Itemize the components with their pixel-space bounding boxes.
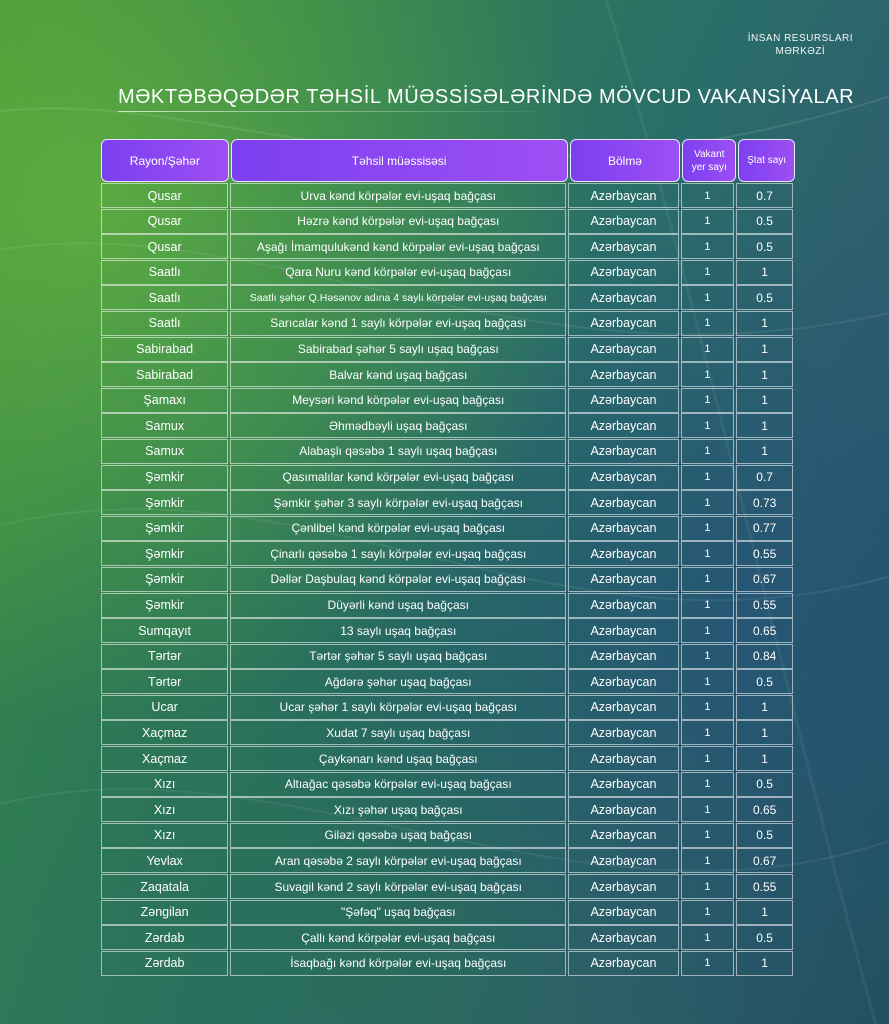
cell-vacant: 1 — [681, 311, 735, 336]
cell-institution: Ağdərə şəhər uşaq bağçası — [230, 669, 566, 694]
cell-section: Azərbaycan — [568, 797, 678, 822]
cell-staff: 1 — [736, 362, 793, 387]
page-title: MƏKTƏBƏQƏDƏR TƏHSİL MÜƏSSİSƏLƏRİNDƏ MÖVCUD VAKANSİYALAR — [118, 86, 855, 108]
cell-region: Saatlı — [101, 285, 228, 310]
cell-institution: "Şəfəq" uşaq bağçası — [230, 900, 566, 925]
cell-vacant: 1 — [681, 848, 735, 873]
cell-region: Şamaxı — [101, 388, 228, 413]
cell-region: Zəngilan — [101, 900, 228, 925]
cell-vacant: 1 — [681, 516, 735, 541]
cell-vacant: 1 — [681, 439, 735, 464]
cell-vacant: 1 — [681, 925, 735, 950]
table-row — [101, 848, 795, 874]
vacancy-table — [101, 139, 795, 976]
cell-region: Ucar — [101, 695, 228, 720]
table-row — [101, 234, 795, 260]
cell-section: Azərbaycan — [568, 720, 678, 745]
cell-staff: 1 — [736, 260, 793, 285]
cell-institution: Saatlı şəhər Q.Həsənov adına 4 saylı körpələr evi-uşaq bağçası — [230, 285, 566, 310]
cell-vacant: 1 — [681, 362, 735, 387]
header-staff: Ştat sayı — [738, 139, 795, 182]
cell-region: Şəmkir — [101, 465, 228, 490]
cell-institution: Əhmədbəyli uşaq bağçası — [230, 413, 566, 438]
cell-region: Qusar — [101, 234, 228, 259]
cell-section: Azərbaycan — [568, 951, 678, 976]
table-row — [101, 285, 795, 311]
cell-institution: Sabirabad şəhər 5 saylı uşaq bağçası — [230, 337, 566, 362]
table-row — [101, 311, 795, 337]
cell-staff: 1 — [736, 388, 793, 413]
cell-section: Azərbaycan — [568, 285, 678, 310]
cell-section: Azərbaycan — [568, 695, 678, 720]
cell-section: Azərbaycan — [568, 644, 678, 669]
cell-staff: 0.84 — [736, 644, 793, 669]
cell-staff: 0.5 — [736, 669, 793, 694]
table-row — [101, 644, 795, 670]
table-row — [101, 593, 795, 619]
cell-section: Azərbaycan — [568, 772, 678, 797]
cell-institution: Dəllər Daşbulaq kənd körpələr evi-uşaq bağçası — [230, 567, 566, 592]
cell-vacant: 1 — [681, 465, 735, 490]
cell-vacant: 1 — [681, 669, 735, 694]
cell-region: Xızı — [101, 772, 228, 797]
cell-section: Azərbaycan — [568, 900, 678, 925]
cell-region: Şəmkir — [101, 541, 228, 566]
cell-vacant: 1 — [681, 951, 735, 976]
cell-region: Yevlax — [101, 848, 228, 873]
cell-vacant: 1 — [681, 234, 735, 259]
cell-staff: 0.55 — [736, 541, 793, 566]
cell-institution: Həzrə kənd körpələr evi-uşaq bağçası — [230, 209, 566, 234]
cell-region: Saatlı — [101, 311, 228, 336]
cell-vacant: 1 — [681, 490, 735, 515]
table-header-row — [101, 139, 795, 182]
cell-institution: Urva kənd körpələr evi-uşaq bağçası — [230, 183, 566, 208]
table-row — [101, 567, 795, 593]
table-row — [101, 746, 795, 772]
cell-vacant: 1 — [681, 874, 735, 899]
cell-vacant: 1 — [681, 413, 735, 438]
header-vacant-line-2: yer sayı — [691, 161, 727, 173]
cell-staff: 0.5 — [736, 285, 793, 310]
cell-vacant: 1 — [681, 260, 735, 285]
cell-section: Azərbaycan — [568, 593, 678, 618]
cell-vacant: 1 — [681, 900, 735, 925]
cell-section: Azərbaycan — [568, 337, 678, 362]
cell-vacant: 1 — [681, 823, 735, 848]
table-body — [101, 183, 795, 976]
cell-staff: 0.65 — [736, 797, 793, 822]
cell-staff: 0.67 — [736, 567, 793, 592]
cell-section: Azərbaycan — [568, 311, 678, 336]
cell-staff: 0.5 — [736, 925, 793, 950]
cell-staff: 1 — [736, 439, 793, 464]
cell-region: Xızı — [101, 823, 228, 848]
cell-staff: 0.55 — [736, 874, 793, 899]
cell-institution: Çənlibel kənd körpələr evi-uşaq bağçası — [230, 516, 566, 541]
cell-institution: Şəmkir şəhər 3 saylı körpələr evi-uşaq bağçası — [230, 490, 566, 515]
cell-vacant: 1 — [681, 337, 735, 362]
cell-institution: Aran qəsəbə 2 saylı körpələr evi-uşaq bağçası — [230, 848, 566, 873]
cell-section: Azərbaycan — [568, 823, 678, 848]
cell-section: Azərbaycan — [568, 567, 678, 592]
table-row — [101, 720, 795, 746]
cell-staff: 0.65 — [736, 618, 793, 643]
cell-region: Qusar — [101, 183, 228, 208]
header-vacant-line-1: Vakant — [694, 148, 725, 160]
cell-institution: İsaqbağı kənd körpələr evi-uşaq bağçası — [230, 951, 566, 976]
table-row — [101, 490, 795, 516]
cell-section: Azərbaycan — [568, 669, 678, 694]
table-row — [101, 413, 795, 439]
cell-region: Tərtər — [101, 669, 228, 694]
cell-staff: 0.5 — [736, 823, 793, 848]
cell-vacant: 1 — [681, 746, 735, 771]
cell-staff: 1 — [736, 695, 793, 720]
brand-logo — [748, 32, 853, 58]
cell-institution: Altıağac qəsəbə körpələr evi-uşaq bağçası — [230, 772, 566, 797]
cell-section: Azərbaycan — [568, 209, 678, 234]
header-institution: Təhsil müəssisəsi — [231, 139, 568, 182]
cell-region: Zərdab — [101, 951, 228, 976]
brand-line-1: İNSAN RESURSLARI — [747, 33, 853, 44]
cell-institution: Tərtər şəhər 5 saylı uşaq bağçası — [230, 644, 566, 669]
cell-region: Şəmkir — [101, 516, 228, 541]
brand-line-2: MƏRKƏZİ — [775, 46, 826, 57]
cell-region: Sabirabad — [101, 337, 228, 362]
cell-vacant: 1 — [681, 720, 735, 745]
cell-region: Sumqayıt — [101, 618, 228, 643]
cell-vacant: 1 — [681, 541, 735, 566]
cell-vacant: 1 — [681, 593, 735, 618]
cell-staff: 0.73 — [736, 490, 793, 515]
table-row — [101, 618, 795, 644]
cell-region: Zaqatala — [101, 874, 228, 899]
cell-institution: Sarıcalar kənd 1 saylı körpələr evi-uşaq bağçası — [230, 311, 566, 336]
cell-region: Şəmkir — [101, 490, 228, 515]
cell-institution: Xızı şəhər uşaq bağçası — [230, 797, 566, 822]
cell-vacant: 1 — [681, 388, 735, 413]
cell-region: Şəmkir — [101, 593, 228, 618]
cell-staff: 0.7 — [736, 465, 793, 490]
table-row — [101, 951, 795, 977]
cell-staff: 1 — [736, 720, 793, 745]
cell-institution: Qara Nuru kənd körpələr evi-uşaq bağçası — [230, 260, 566, 285]
cell-section: Azərbaycan — [568, 183, 678, 208]
cell-vacant: 1 — [681, 209, 735, 234]
cell-staff: 1 — [736, 746, 793, 771]
cell-vacant: 1 — [681, 797, 735, 822]
cell-institution: Xudat 7 saylı uşaq bağçası — [230, 720, 566, 745]
cell-institution: Çaykənarı kənd uşaq bağçası — [230, 746, 566, 771]
cell-section: Azərbaycan — [568, 439, 678, 464]
cell-region: Şəmkir — [101, 567, 228, 592]
cell-vacant: 1 — [681, 772, 735, 797]
cell-institution: Qasımalılar kənd körpələr evi-uşaq bağçası — [230, 465, 566, 490]
cell-section: Azərbaycan — [568, 925, 678, 950]
cell-section: Azərbaycan — [568, 260, 678, 285]
table-row — [101, 669, 795, 695]
cell-section: Azərbaycan — [568, 874, 678, 899]
cell-section: Azərbaycan — [568, 516, 678, 541]
cell-staff: 0.7 — [736, 183, 793, 208]
cell-region: Samux — [101, 439, 228, 464]
cell-region: Saatlı — [101, 260, 228, 285]
cell-vacant: 1 — [681, 695, 735, 720]
table-row — [101, 925, 795, 951]
cell-region: Samux — [101, 413, 228, 438]
cell-institution: Düyərli kənd uşaq bağçası — [230, 593, 566, 618]
cell-section: Azərbaycan — [568, 848, 678, 873]
cell-staff: 0.77 — [736, 516, 793, 541]
table-row — [101, 900, 795, 926]
cell-region: Xaçmaz — [101, 720, 228, 745]
table-row — [101, 260, 795, 286]
cell-institution: Aşağı İmamqulukənd kənd körpələr evi-uşaq bağçası — [230, 234, 566, 259]
cell-staff: 0.5 — [736, 772, 793, 797]
cell-institution: Alabaşlı qəsəbə 1 saylı uşaq bağçası — [230, 439, 566, 464]
table-row — [101, 388, 795, 414]
cell-staff: 1 — [736, 951, 793, 976]
cell-staff: 1 — [736, 413, 793, 438]
cell-region: Tərtər — [101, 644, 228, 669]
cell-staff: 1 — [736, 311, 793, 336]
table-row — [101, 209, 795, 235]
cell-vacant: 1 — [681, 285, 735, 310]
cell-institution: Suvagil kənd 2 saylı körpələr evi-uşaq bağçası — [230, 874, 566, 899]
cell-institution: Giləzi qəsəbə uşaq bağçası — [230, 823, 566, 848]
cell-vacant: 1 — [681, 183, 735, 208]
table-row — [101, 516, 795, 542]
table-row — [101, 874, 795, 900]
cell-region: Xaçmaz — [101, 746, 228, 771]
cell-section: Azərbaycan — [568, 490, 678, 515]
cell-institution: Çallı kənd körpələr evi-uşaq bağçası — [230, 925, 566, 950]
cell-region: Xızı — [101, 797, 228, 822]
cell-vacant: 1 — [681, 644, 735, 669]
header-region: Rayon/Şəhər — [101, 139, 229, 182]
cell-staff: 1 — [736, 900, 793, 925]
table-row — [101, 337, 795, 363]
cell-institution: 13 saylı uşaq bağçası — [230, 618, 566, 643]
cell-section: Azərbaycan — [568, 618, 678, 643]
cell-staff: 0.5 — [736, 209, 793, 234]
table-row — [101, 465, 795, 491]
cell-section: Azərbaycan — [568, 413, 678, 438]
cell-staff: 0.67 — [736, 848, 793, 873]
cell-section: Azərbaycan — [568, 234, 678, 259]
table-row — [101, 823, 795, 849]
table-row — [101, 439, 795, 465]
header-section: Bölmə — [570, 139, 681, 182]
cell-region: Sabirabad — [101, 362, 228, 387]
table-row — [101, 362, 795, 388]
header-vacant — [682, 139, 736, 182]
cell-vacant: 1 — [681, 567, 735, 592]
cell-section: Azərbaycan — [568, 388, 678, 413]
cell-section: Azərbaycan — [568, 362, 678, 387]
table-row — [101, 695, 795, 721]
cell-section: Azərbaycan — [568, 465, 678, 490]
table-row — [101, 183, 795, 209]
cell-institution: Meysəri kənd körpələr evi-uşaq bağçası — [230, 388, 566, 413]
table-row — [101, 772, 795, 798]
title-underline — [118, 111, 538, 112]
cell-region: Zərdab — [101, 925, 228, 950]
cell-region: Qusar — [101, 209, 228, 234]
table-row — [101, 541, 795, 567]
cell-staff: 0.55 — [736, 593, 793, 618]
cell-staff: 1 — [736, 337, 793, 362]
cell-institution: Ucar şəhər 1 saylı körpələr evi-uşaq bağçası — [230, 695, 566, 720]
cell-institution: Çinarlı qəsəbə 1 saylı körpələr evi-uşaq bağçası — [230, 541, 566, 566]
cell-section: Azərbaycan — [568, 746, 678, 771]
cell-vacant: 1 — [681, 618, 735, 643]
cell-staff: 0.5 — [736, 234, 793, 259]
table-row — [101, 797, 795, 823]
cell-institution: Balvar kənd uşaq bağçası — [230, 362, 566, 387]
cell-section: Azərbaycan — [568, 541, 678, 566]
